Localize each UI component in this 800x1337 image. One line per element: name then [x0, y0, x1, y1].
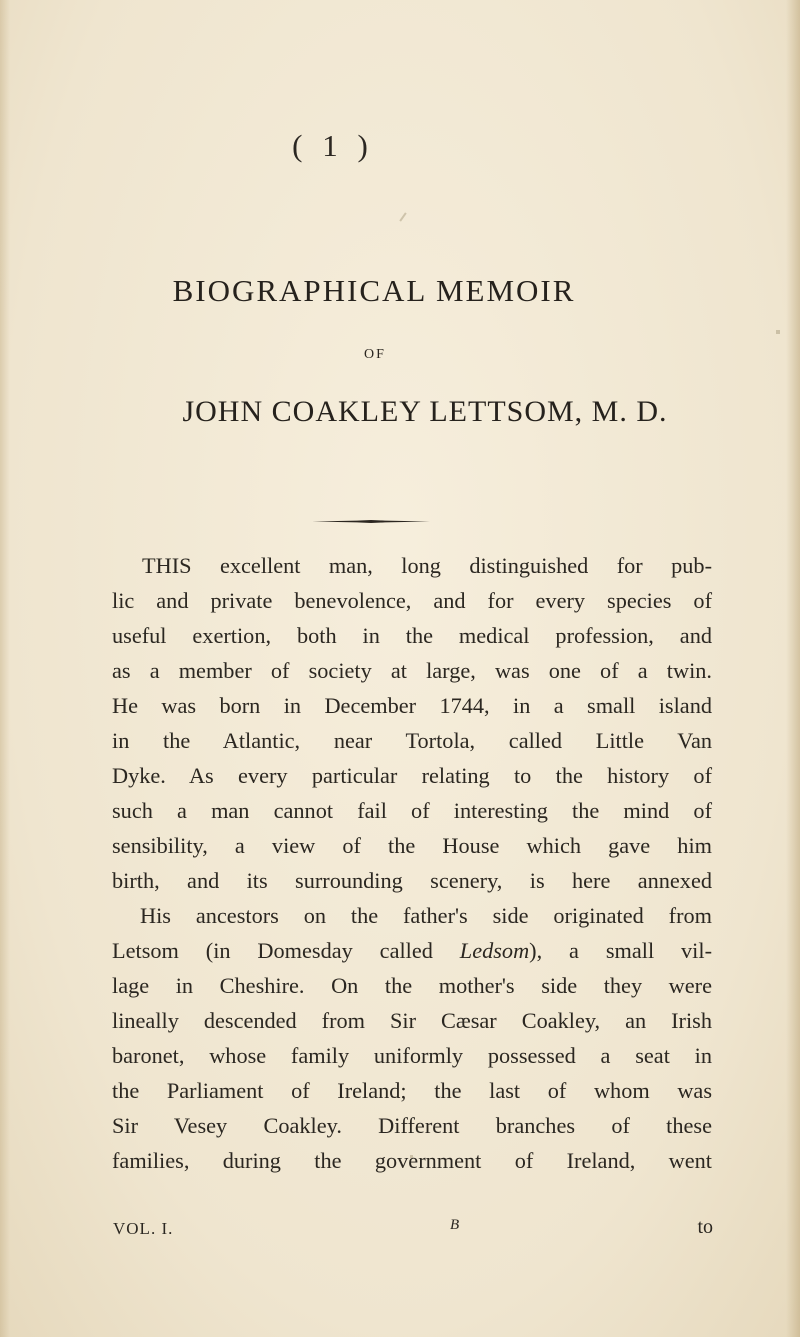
text-line: lage in Cheshire. On the mother's side they were	[112, 973, 712, 998]
volume-label: VOL. I.	[113, 1219, 174, 1238]
italic-place-name: Ledsom	[459, 938, 530, 963]
text-line: sensibility, a view of the House which gave him	[112, 833, 712, 858]
ornamental-rule	[312, 520, 430, 523]
page-title: BIOGRAPHICAL MEMOIR	[172, 273, 576, 308]
text-line: useful exertion, both in the medical profession, and	[112, 623, 712, 648]
text-line	[112, 933, 712, 968]
paper-speck	[399, 212, 406, 221]
title-connector: OF	[364, 347, 386, 362]
paper-speck	[776, 330, 780, 334]
catchword: to	[697, 1216, 713, 1238]
text-line: Sir Vesey Coakley. Different branches of these	[112, 1113, 712, 1138]
memoir-body	[112, 548, 712, 1178]
text-segment: ), a small vil-	[529, 938, 712, 963]
text-line: lineally descended from Sir Cæsar Coakley, an Irish	[112, 1008, 712, 1033]
page-edge-left	[0, 0, 10, 1337]
text-line: such a man cannot fail of interesting the mind of	[112, 798, 712, 823]
page-number: ( 1 )	[292, 128, 374, 163]
text-line: the Parliament of Ireland; the last of whom was	[112, 1078, 712, 1103]
text-line: He was born in December 1744, in a small island	[112, 693, 712, 718]
text-line: as a member of society at large, was one of a twin.	[112, 658, 712, 683]
text-line: THIS excellent man, long distinguished for pub-	[142, 553, 712, 578]
text-line: lic and private benevolence, and for every species of	[112, 588, 712, 613]
page-footer	[113, 1217, 713, 1247]
text-line: Dyke. As every particular relating to the history of	[112, 763, 712, 788]
text-line: birth, and its surrounding scenery, is here annexed	[112, 868, 712, 893]
text-line: in the Atlantic, near Tortola, called Little Van	[112, 728, 712, 753]
text-line: families, during the government of Ireland, went	[112, 1148, 712, 1173]
subject-name: JOHN COAKLEY LETTSOM, M. D.	[182, 395, 668, 428]
page-edge-right	[786, 0, 800, 1337]
text-line: baronet, whose family uniformly possessed a seat in	[112, 1043, 712, 1068]
signature-mark: B	[450, 1217, 460, 1233]
text-segment: Letsom (in Domesday called	[112, 938, 460, 963]
text-line: His ancestors on the father's side originated from	[140, 903, 712, 928]
